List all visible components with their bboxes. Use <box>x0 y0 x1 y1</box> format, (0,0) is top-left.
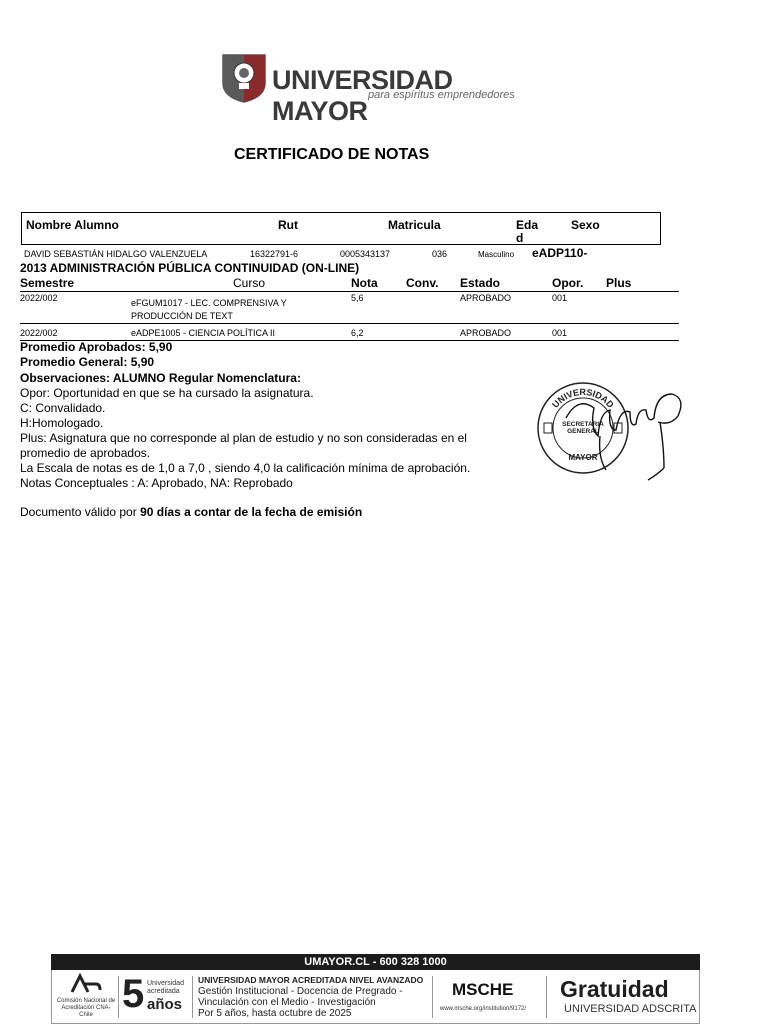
msche-logo: MSCHE <box>452 980 514 999</box>
edad-label-2: d <box>516 231 524 245</box>
col-estado: Estado <box>460 276 501 290</box>
footer-contact-bar: UMAYOR.CL - 600 328 1000 <box>51 954 700 970</box>
footer-divider-4 <box>546 976 547 1018</box>
col-plus: Plus <box>606 276 632 290</box>
note-opor: Opor: Oportunidad en que se ha cursado la asignatura. <box>20 386 314 400</box>
university-name: UNIVERSIDAD MAYOR <box>272 65 453 126</box>
row1-curso-line1: eFGUM1017 - LEC. COMPRENSIVA Y <box>131 298 287 308</box>
footer-divider-3 <box>432 976 433 1018</box>
row1-curso-line2: PRODUCCIÓN DE TEXT <box>131 311 233 321</box>
row2-estado: APROBADO <box>460 328 512 338</box>
cna-logo-icon <box>64 972 104 994</box>
row2-curso: eADPE1005 - CIENCIA POLÍTICA II <box>131 328 276 338</box>
university-logo <box>221 53 526 126</box>
sexo-label: Sexo <box>571 218 600 232</box>
validity-prefix: Documento válido por <box>20 505 141 519</box>
note-plus-line2: promedio de aprobados. <box>20 446 151 460</box>
signature <box>560 378 690 488</box>
promedio-aprobados: Promedio Aprobados: 5,90 <box>20 340 173 354</box>
row1-opor: 001 <box>552 293 568 303</box>
accreditation-details <box>198 975 423 1019</box>
col-semestre: Semestre <box>20 276 75 290</box>
validity-note <box>20 505 362 519</box>
matricula-label: Matricula <box>388 218 441 232</box>
accreditation-line-2: Vinculación con el Medio - Investigación <box>198 997 376 1008</box>
years-word: años <box>147 996 183 1013</box>
observaciones: Observaciones: ALUMNO Regular Nomenclatura: <box>20 371 301 385</box>
gratuidad-title: Gratuidad <box>560 976 669 1002</box>
footer-accreditation-bar <box>51 970 700 1024</box>
accreditation-line-1: Gestión Institucional - Docencia de Pregrado - <box>198 986 403 997</box>
note-conceptuales: Notas Conceptuales : A: Aprobado, NA: Reprobado <box>20 476 293 490</box>
footer-divider-1 <box>118 976 119 1018</box>
accreditation-line-3: Por 5 años, hasta octubre de 2025 <box>198 1008 352 1019</box>
stamp-top-text: UNIVERSIDAD <box>550 386 616 410</box>
program-name: 2013 ADMINISTRACIÓN PÚBLICA CONTINUIDAD (ON-LINE) <box>20 261 360 275</box>
note-escala: La Escala de notas es de 1,0 a 7,0 , siendo 4,0 la calificación mínima de aprobación. <box>20 461 471 475</box>
col-curso: Curso <box>233 276 266 290</box>
edad-label-1: Eda <box>516 218 539 232</box>
col-conv: Conv. <box>406 276 439 290</box>
footer-divider-2 <box>192 976 193 1018</box>
msche-url: www.msche.org/institution/9172/ <box>440 1006 527 1012</box>
program-code: eADP110- <box>532 246 588 260</box>
years-number: 5 <box>122 972 145 1016</box>
row2-semestre: 2022/002 <box>20 328 58 338</box>
name-label: Nombre Alumno <box>26 218 119 232</box>
student-rut: 16322791-6 <box>250 249 299 259</box>
row-divider <box>20 323 679 324</box>
document-title: CERTIFICADO DE NOTAS <box>234 146 430 163</box>
rut-label: Rut <box>278 218 298 232</box>
note-plus-line1: Plus: Asignatura que no corresponde al plan de estudio y no son consideradas en el <box>20 431 467 445</box>
gratuidad-subtitle: UNIVERSIDAD ADSCRITA <box>564 1003 697 1015</box>
note-homologado: H:Homologado. <box>20 416 104 430</box>
validity-bold: 90 días a contar de la fecha de emisión <box>140 505 363 519</box>
student-header-box <box>21 212 661 245</box>
student-edad: 036 <box>432 249 448 259</box>
row1-nota: 5,6 <box>351 293 364 303</box>
row2-nota: 6,2 <box>351 328 364 338</box>
accreditation-title: UNIVERSIDAD MAYOR ACREDITADA NIVEL AVANZADO <box>198 975 424 985</box>
university-shield-icon <box>221 53 267 103</box>
row1-estado: APROBADO <box>460 293 512 303</box>
promedio-general: Promedio General: 5,90 <box>20 355 155 369</box>
university-tagline: para espíritus emprendedores <box>368 89 515 101</box>
row1-semestre: 2022/002 <box>20 293 58 303</box>
header-divider <box>20 291 679 292</box>
stamp-center-line1: SECRETARIA <box>562 421 604 428</box>
student-name: DAVID SEBASTIÁN HIDALGO VALENZUELA <box>24 249 208 259</box>
student-matricula: 0005343137 <box>340 249 391 259</box>
col-nota: Nota <box>351 276 378 290</box>
cna-text: Comisión Nacional de Acreditación CNA-Chile <box>56 998 116 1018</box>
col-opor: Opor. <box>552 276 584 290</box>
student-sexo: Masculino <box>478 250 515 259</box>
row2-opor: 001 <box>552 328 568 338</box>
acreditada-text: Universidad acreditada <box>147 980 184 995</box>
stamp-center-line2: GENERAL <box>567 428 599 435</box>
note-convalidado: C: Convalidado. <box>20 401 106 415</box>
stamp-bottom-text: MAYOR <box>568 453 598 462</box>
